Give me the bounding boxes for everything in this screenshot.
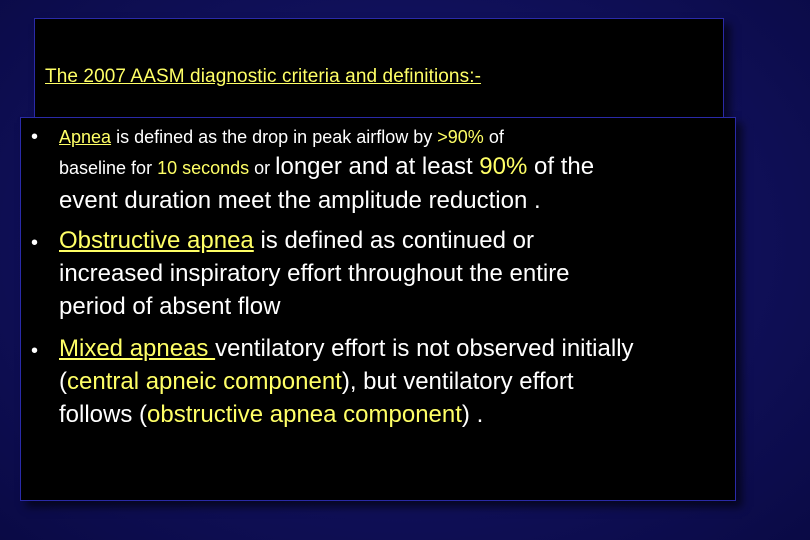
- value-10-seconds: 10 seconds: [157, 158, 250, 178]
- value-90-percent: >90%: [437, 127, 484, 147]
- slide-title: The 2007 AASM diagnostic criteria and definitions:-: [45, 66, 482, 87]
- bullet-marker: •: [31, 232, 39, 254]
- term-apnea: Apnea: [59, 127, 112, 147]
- content-box: [20, 117, 736, 501]
- mixed-line-3: follows (obstructive apnea component) .: [59, 401, 484, 428]
- value-90-percent-2: 90%: [479, 153, 528, 180]
- obstructive-line-3: period of absent flow: [59, 293, 281, 320]
- title-box: [34, 18, 724, 118]
- mixed-line-1: Mixed apneas ventilatory effort is not observed initially: [59, 335, 634, 362]
- term-obstructive-apnea: Obstructive apnea: [59, 227, 254, 254]
- term-central-apneic-component: central apneic component: [67, 368, 342, 395]
- term-mixed-apneas: Mixed apneas: [59, 335, 216, 362]
- term-obstructive-apnea-component: obstructive apnea component: [147, 401, 462, 428]
- apnea-line-3: event duration meet the amplitude reduction .: [59, 187, 541, 214]
- bullet-marker: •: [31, 126, 39, 148]
- obstructive-line-2: increased inspiratory effort throughout the entire: [59, 260, 570, 287]
- apnea-line-1: Apnea is defined as the drop in peak airflow by >90% of: [59, 127, 504, 147]
- obstructive-line-1: Obstructive apnea is defined as continued or: [59, 227, 534, 254]
- bullet-marker: •: [31, 340, 39, 362]
- mixed-line-2: (central apneic component), but ventilatory effort: [59, 368, 574, 395]
- apnea-line-2: baseline for 10 seconds or longer and at least 90% of the: [59, 153, 595, 180]
